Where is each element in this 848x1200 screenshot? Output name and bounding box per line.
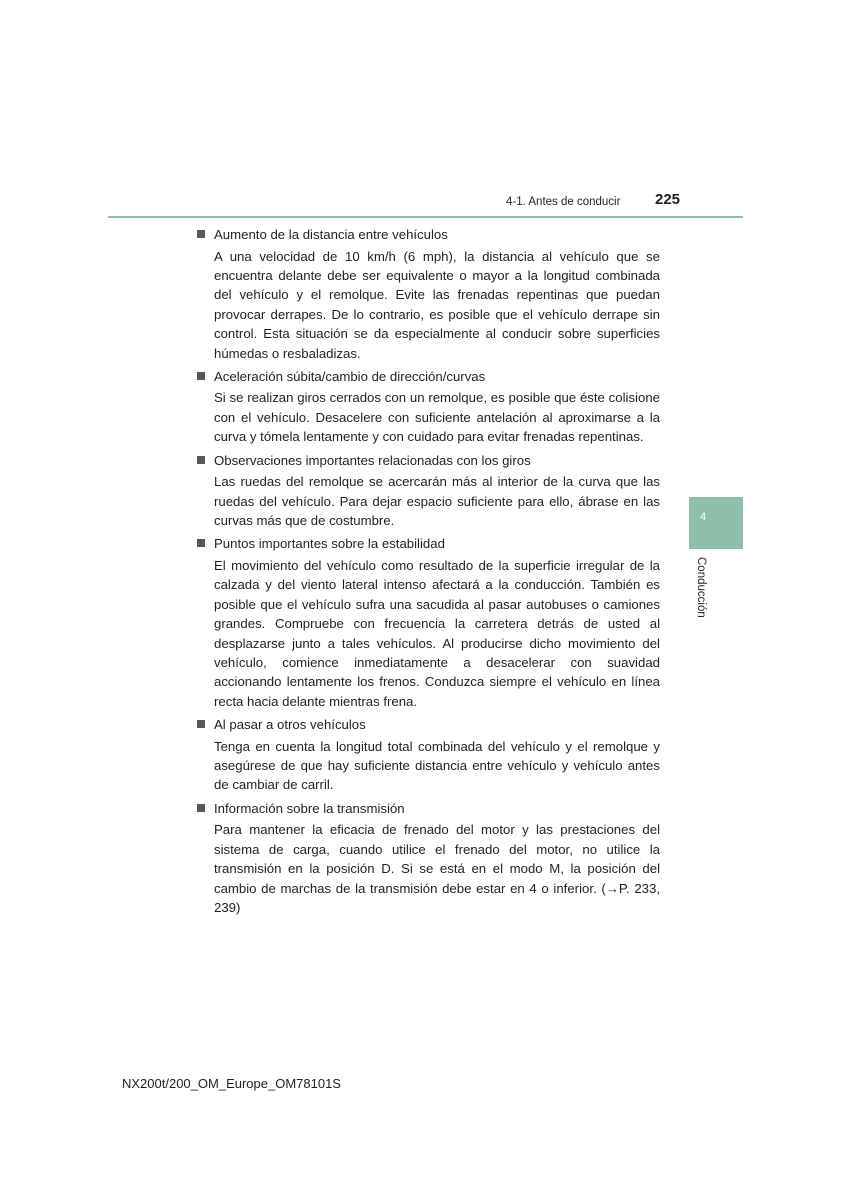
square-bullet-icon — [197, 456, 205, 464]
section-heading-text: Aceleración súbita/cambio de dirección/curvas — [214, 368, 486, 384]
section-heading-text: Información sobre la transmisión — [214, 800, 405, 816]
chapter-label: Conducción — [695, 557, 707, 618]
page-number: 225 — [655, 191, 681, 208]
header-section-title: 4-1. Antes de conducir — [506, 196, 621, 208]
section-heading — [197, 715, 660, 735]
section-stability — [197, 534, 660, 711]
section-paragraph: Para mantener la eficacia de frenado del motor y las prestaciones del sistema de carga, cuando utilice el frenado del motor, no utilice la transmisión en la posición D. Si se está en el modo M, la posición del cambio de marchas de la transmisión debe estar en 4 o inferior. (→P. 233, 239) — [214, 822, 660, 915]
section-passing — [197, 715, 660, 795]
section-heading — [197, 367, 660, 387]
section-heading — [197, 225, 660, 245]
section-turns — [197, 451, 660, 531]
section-acceleration — [197, 367, 660, 447]
section-heading — [197, 451, 660, 471]
section-distance — [197, 225, 660, 363]
square-bullet-icon — [197, 720, 205, 728]
section-paragraph: A una velocidad de 10 km/h (6 mph), la distancia al vehículo que se encuentra delante debe ser equivalente o mayor a la longitud combinada del vehículo y el remolque. Evite las frenadas repentinas que puedan provocar derrapes. De lo contrario, es posible que el vehículo derrape sin control. Esta situación se da especialmente al conducir sobre superficies húmedas o resbaladizas. — [214, 248, 660, 361]
section-paragraph: Tenga en cuenta la longitud total combinada del vehículo y el remolque y asegúrese de que hay suficiente distancia entre vehículo y vehículo antes de cambiar de carril. — [214, 738, 660, 793]
section-heading-text: Al pasar a otros vehículos — [214, 717, 366, 733]
header-divider — [108, 216, 743, 218]
section-paragraph: Las ruedas del remolque se acercarán más al interior de la curva que las ruedas del vehículo. Para dejar espacio suficiente para ello, ábrase en las curvas más que de costumbre. — [214, 474, 660, 528]
section-paragraph: Si se realizan giros cerrados con un remolque, es posible que éste colisione con el vehículo. Desacelere con suficiente antelación al aproximarse a la curva y tómela lentamente y con cuidado para evitar frenadas repentinas. — [214, 390, 660, 445]
chapter-number: 4 — [700, 511, 707, 523]
footer-document-code: NX200t/200_OM_Europe_OM78101S — [122, 1076, 341, 1091]
section-heading-text: Puntos importantes sobre la estabilidad — [214, 536, 445, 552]
section-transmission — [197, 799, 660, 918]
square-bullet-icon — [197, 804, 205, 812]
section-paragraph: El movimiento del vehículo como resultado de la superficie irregular de la calzada y del viento lateral intenso afectará a la conducción. También es posible que el vehículo sufra una sacudida al pasar autobuses o camiones grandes. Compruebe con frecuencia la carretera detrás de usted al desplazarse junto a tales vehículos. Al producirse dicho movimiento del vehículo, comience inmediatamente a desacelerar con suavidad accionando lentamente los frenos. Conduzca siempre el vehículo en línea recta hacia delante mientras frena. — [214, 557, 660, 709]
square-bullet-icon — [197, 539, 205, 547]
section-heading-text: Observaciones importantes relacionadas con los giros — [214, 452, 531, 468]
main-content — [197, 225, 660, 917]
square-bullet-icon — [197, 230, 205, 238]
section-heading — [197, 799, 660, 819]
section-heading-text: Aumento de la distancia entre vehículos — [214, 227, 448, 242]
square-bullet-icon — [197, 372, 205, 380]
chapter-tab — [689, 497, 743, 549]
section-heading — [197, 534, 660, 554]
